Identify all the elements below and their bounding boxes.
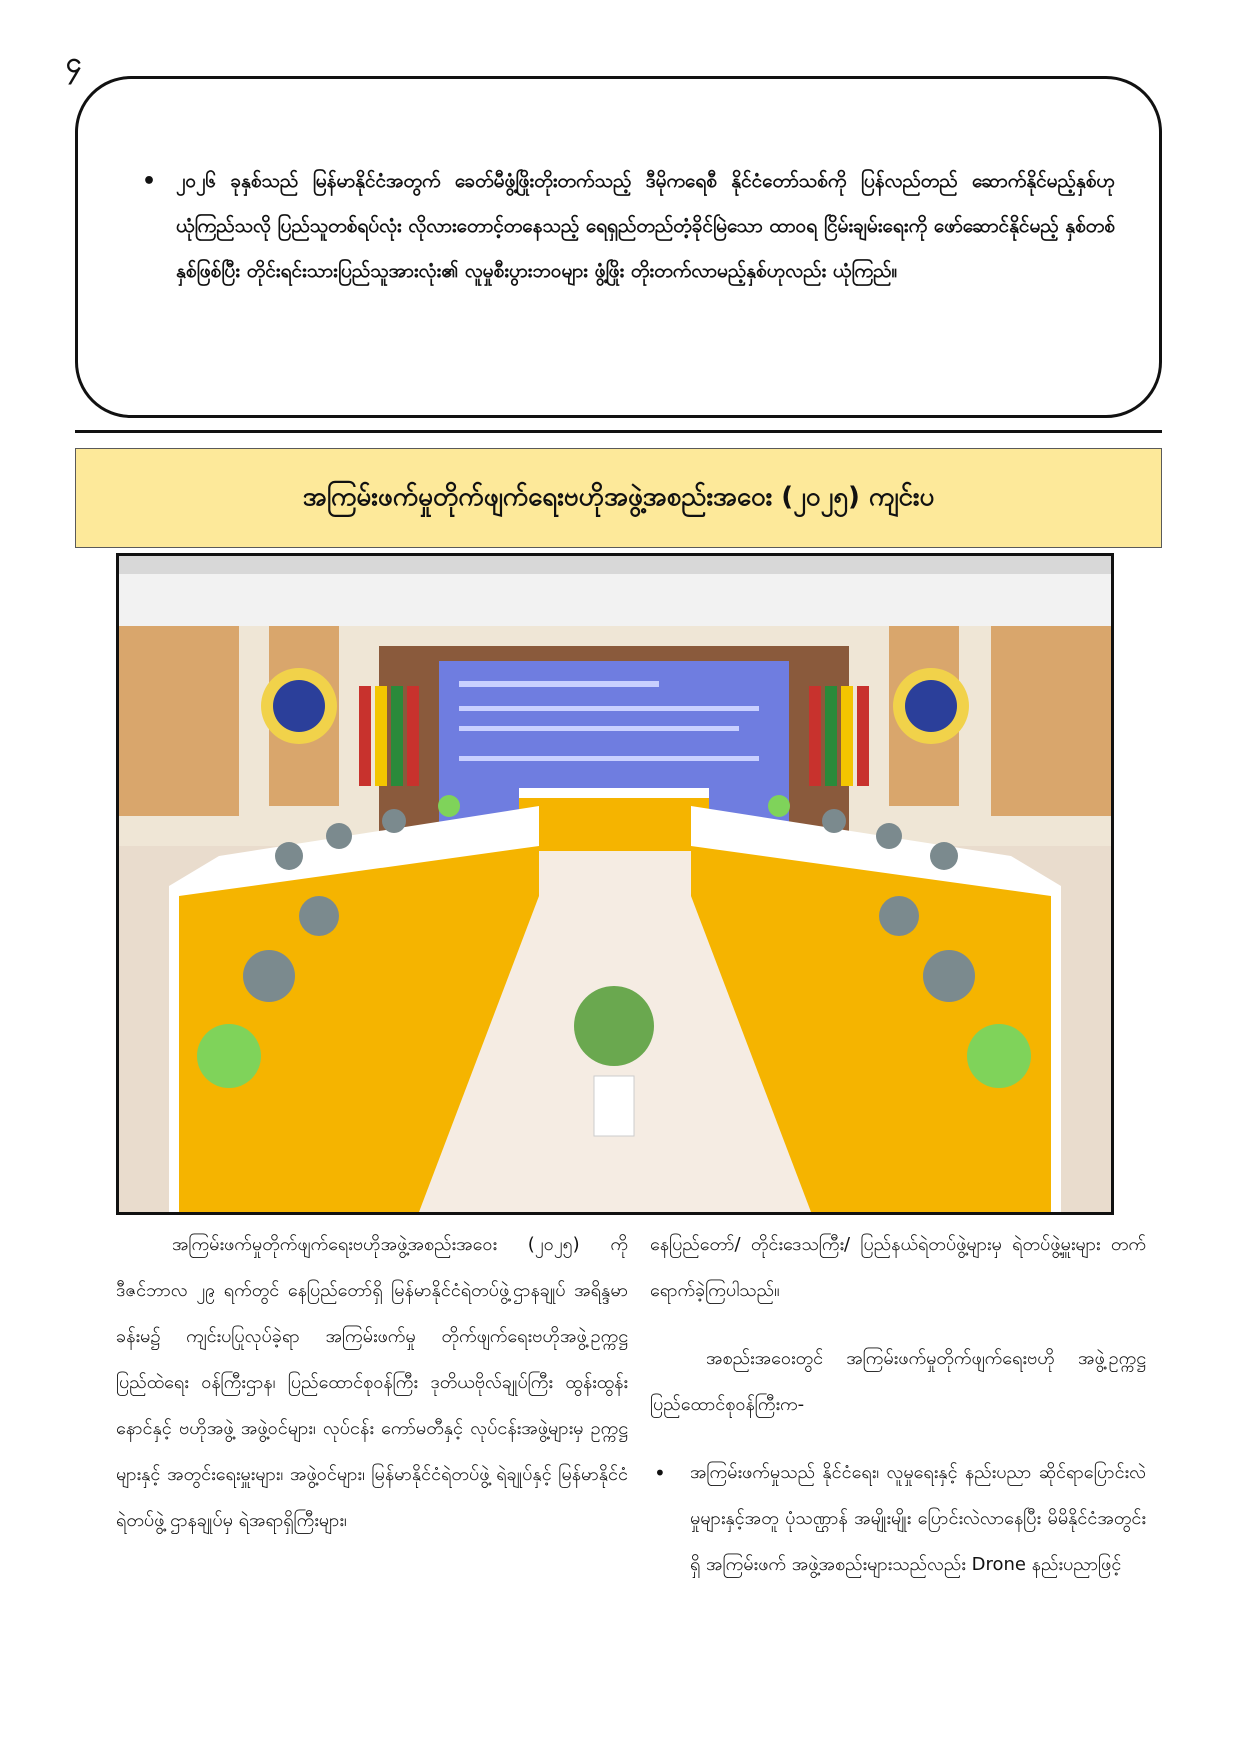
article-columns (116, 1222, 1146, 1742)
article-bullet-item (650, 1450, 1146, 1588)
article-paragraph: အစည်းအဝေးတွင် အကြမ်းဖက်မှုတိုက်ဖျက်ရေးဗဟို အဖွဲ့ဥက္ကဋ္ဌ ပြည်ထောင်စုဝန်ကြီးက- (650, 1348, 1146, 1415)
bullet-point-icon: • (142, 169, 157, 194)
callout-text (142, 159, 1115, 294)
right-column (650, 1222, 1146, 1588)
meeting-photo (116, 553, 1114, 1215)
left-column (116, 1222, 628, 1544)
article-paragraph: အကြမ်းဖက်မှုတိုက်ဖျက်ရေးဗဟိုအဖွဲ့အစည်းအဝေး (၂၀၂၅) ကို ဒီဇင်ဘာလ ၂၉ ရက်တွင် နေပြည်တော်ရှိ မြန်မာနိုင်ငံရဲတပ်ဖွဲ့ဌာနချုပ် အရိန္ဒမာခန်းမ၌ ကျင်းပပြုလုပ်ခဲ့ရာ အကြမ်းဖက်မှု တိုက်ဖျက်ရေးဗဟိုအဖွဲ့ဥက္ကဋ္ဌ ပြည်ထဲရေး ဝန်ကြီးဌာန၊ ပြည်ထောင်စုဝန်ကြီး ဒုတိယဗိုလ်ချုပ်ကြီး ထွန်းထွန်းနောင်နှင့် ဗဟိုအဖွဲ့ အဖွဲ့ဝင်များ၊ လုပ်ငန်း ကော်မတီနှင့် လုပ်ငန်းအဖွဲ့များမှ ဥက္ကဋ္ဌများနှင့် အတွင်းရေးမှူးများ၊ အဖွဲ့ဝင်များ၊ မြန်မာနိုင်ငံရဲတပ်ဖွဲ့ ရဲချုပ်နှင့် မြန်မာနိုင်ငံရဲတပ်ဖွဲ့ ဌာနချုပ်မှ ရဲအရာရှိကြီးများ၊ (116, 1234, 628, 1531)
bullet-point-icon: • (654, 1461, 666, 1485)
article-paragraph: နေပြည်တော်/ တိုင်းဒေသကြီး/ ပြည်နယ်ရဲတပ်ဖွဲ့များမှ ရဲတပ်ဖွဲ့မှူးများ တက်ရောက်ခဲ့ကြပါသည်။ (650, 1234, 1146, 1301)
page-number: ၄ (66, 46, 82, 79)
callout-box (75, 76, 1162, 418)
heading-band (75, 448, 1162, 548)
article-headline: အကြမ်းဖက်မှုတိုက်ဖျက်ရေးဗဟိုအဖွဲ့အစည်းအဝေး (၂၀၂၅) ကျင်းပ (302, 481, 935, 512)
bullet-text: အကြမ်းဖက်မှုသည် နိုင်ငံရေး၊ လူမှုရေးနှင့် နည်းပညာ ဆိုင်ရာပြောင်းလဲမှုများနှင့်အတူ ပုံသဏ္ဌာန် အမျိုးမျိုး ပြောင်းလဲလာနေပြီး မိမိနိုင်ငံအတွင်းရှိ အကြမ်းဖက် အဖွဲ့အစည်းများသည်လည်း Drone နည်းပညာဖြင့် (690, 1462, 1146, 1575)
callout-statement: ၂၀၂၆ ခုနှစ်သည် မြန်မာနိုင်ငံအတွက် ခေတ်မီဖွံ့ဖြိုးတိုးတက်သည့် ဒီမိုကရေစီ နိုင်ငံတော်သစ်ကို ပြန်လည်တည် ဆောက်နိုင်မည့်နှစ်ဟု ယုံကြည်သလို ပြည်သူတစ်ရပ်လုံး လိုလားတောင့်တနေသည့် ရေရှည်တည်တံ့ခိုင်မြဲသော ထာဝရ ငြိမ်းချမ်းရေးကို ဖော်ဆောင်နိုင်မည့် နှစ်တစ်နှစ်ဖြစ်ပြီး တိုင်းရင်းသားပြည်သူအားလုံး၏ လူမှုစီးပွားဘဝများ ဖွံ့ဖြိုး တိုးတက်လာမည့်နှစ်ဟုလည်း ယုံကြည်။ (176, 170, 1115, 282)
meeting-photo-illustration (119, 556, 1111, 1212)
section-divider (75, 430, 1162, 433)
